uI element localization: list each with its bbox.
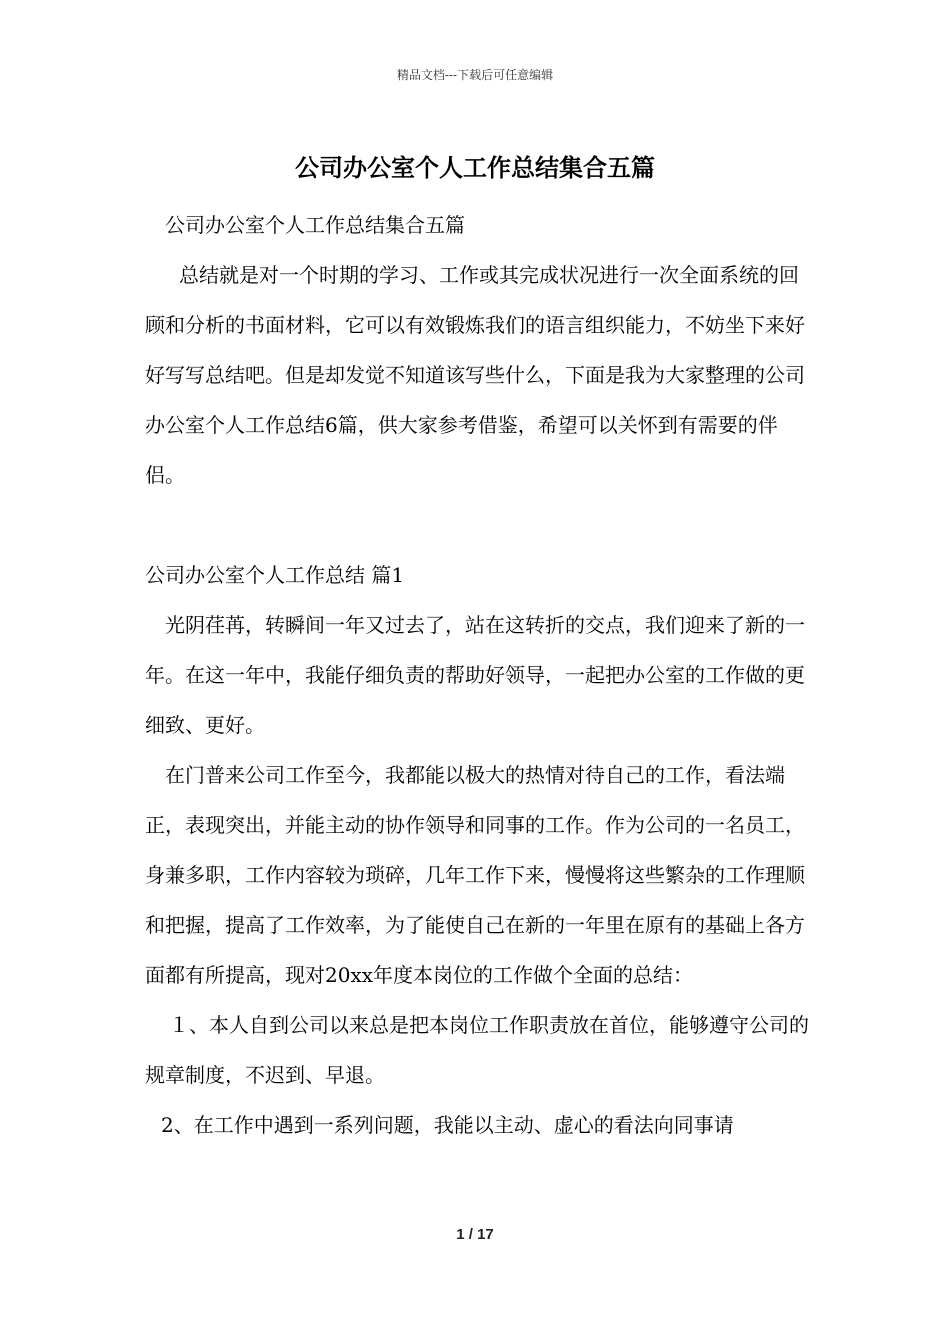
document-subtitle: 公司办公室个人工作总结集合五篇 — [165, 213, 465, 237]
document-body — [145, 200, 817, 1150]
page-number: 1 / 17 — [456, 1226, 494, 1243]
section-heading: 公司办公室个人工作总结 篇1 — [145, 563, 405, 587]
list-item-1: １、本人自到公司以来总是把本岗位工作职责放在首位，能够遵守公司的规章制度，不迟到、早退。 — [145, 1013, 809, 1087]
document-title: 公司办公室个人工作总结集合五篇 — [295, 153, 655, 182]
page-header: 精品文档---下载后可任意编辑 — [396, 68, 554, 82]
body-paragraph-2: 在门普来公司工作至今，我都能以极大的热情对待自己的工作，看法端正，表现突出，并能主动的协作领导和同事的工作。作为公司的一名员工，身兼多职，工作内容较为琐碎，几年工作下来，慢慢将这些繁杂的工作理顺和把握，提高了工作效率，为了能使自己在新的一年里在原有的基础上各方面都有所提高，现对20xx年度本岗位的工作做个全面的总结： — [145, 763, 805, 987]
list-item-2: 2、在工作中遇到一系列问题，我能以主动、虚心的看法向同事请 — [161, 1113, 734, 1137]
intro-paragraph: 总结就是对一个时期的学习、工作或其完成状况进行一次全面系统的回顾和分析的书面材料，它可以有效锻炼我们的语言组织能力，不妨坐下来好好写写总结吧。但是却发觉不知道该写些什么，下面是我为大家整理的公司办公室个人工作总结6篇，供大家参考借鉴，希望可以关怀到有需要的伴侣。 — [145, 263, 805, 487]
body-paragraph-1: 光阴荏苒，转瞬间一年又过去了，站在这转折的交点，我们迎来了新的一年。在这一年中，我能仔细负责的帮助好领导，一起把办公室的工作做的更细致、更好。 — [145, 613, 805, 737]
